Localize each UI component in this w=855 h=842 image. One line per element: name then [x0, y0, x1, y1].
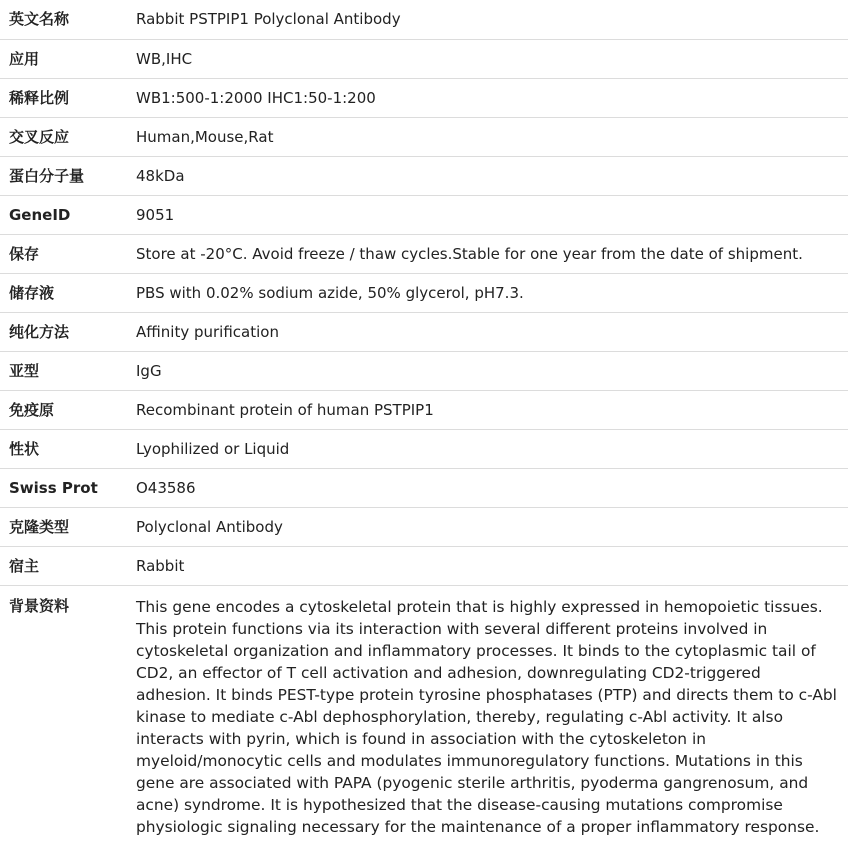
spec-row-dilution	[0, 78, 848, 117]
spec-row-cross-reactivity	[0, 117, 848, 156]
spec-value: 48kDa	[127, 156, 848, 195]
spec-value: Polyclonal Antibody	[127, 507, 848, 546]
spec-value: Rabbit	[127, 546, 848, 585]
spec-row-clonality	[0, 507, 848, 546]
spec-row-english-name	[0, 0, 848, 39]
spec-value: Lyophilized or Liquid	[127, 429, 848, 468]
spec-value: 9051	[127, 195, 848, 234]
spec-value: Human,Mouse,Rat	[127, 117, 848, 156]
spec-value: Rabbit PSTPIP1 Polyclonal Antibody	[127, 0, 848, 39]
spec-value: O43586	[127, 468, 848, 507]
spec-label: Swiss Prot	[0, 468, 127, 507]
spec-label: 宿主	[0, 546, 127, 585]
spec-value: Affinity purification	[127, 312, 848, 351]
spec-row-molecular-weight	[0, 156, 848, 195]
spec-value: IgG	[127, 351, 848, 390]
spec-row-application	[0, 39, 848, 78]
spec-row-storage	[0, 234, 848, 273]
spec-row-form	[0, 429, 848, 468]
spec-row-buffer	[0, 273, 848, 312]
spec-value: WB,IHC	[127, 39, 848, 78]
spec-label: 稀释比例	[0, 78, 127, 117]
spec-row-gene-id	[0, 195, 848, 234]
spec-label: 交叉反应	[0, 117, 127, 156]
spec-value: WB1:500-1:2000 IHC1:50-1:200	[127, 78, 848, 117]
spec-label: 应用	[0, 39, 127, 78]
spec-row-background	[0, 585, 848, 838]
spec-row-swiss-prot	[0, 468, 848, 507]
spec-value: Recombinant protein of human PSTPIP1	[127, 390, 848, 429]
spec-label: 蛋白分子量	[0, 156, 127, 195]
spec-label: 储存液	[0, 273, 127, 312]
spec-row-purification	[0, 312, 848, 351]
background-text: This gene encodes a cytoskeletal protein that is highly expressed in hemopoietic tissues. This protein functions via its interaction with several different proteins involved in cytoskeletal organization and inflammatory processes. It binds to the cytoplasmic tail of CD2, an effector of T cell activation and adhesion, downregulating CD2-triggered adhesion. It binds PEST-type protein tyrosine phosphatases (PTP) and directs them to c-Abl kinase to mediate c-Abl dephosphorylation, thereby, regulating c-Abl activity. It also interacts with pyrin, which is found in association with the cytoskeleton in myeloid/monocytic cells and modulates immunoregulatory functions. Mutations in this gene are associated with PAPA (pyogenic sterile arthritis, pyoderma gangrenosum, and acne) syndrome. It is hypothesized that the disease-causing mutations compromise physiologic signaling necessary for the maintenance of a proper inflammatory response.	[136, 597, 837, 836]
spec-label: 保存	[0, 234, 127, 273]
spec-label: 免疫原	[0, 390, 127, 429]
spec-label: GeneID	[0, 195, 127, 234]
spec-label: 性状	[0, 429, 127, 468]
spec-label: 纯化方法	[0, 312, 127, 351]
spec-row-immunogen	[0, 390, 848, 429]
spec-label: 英文名称	[0, 0, 127, 39]
spec-row-isotype	[0, 351, 848, 390]
spec-label: 背景资料	[9, 596, 70, 615]
spec-label: 克隆类型	[0, 507, 127, 546]
spec-value: Store at -20°C. Avoid freeze / thaw cycles.Stable for one year from the date of shipment.	[127, 234, 848, 273]
spec-value: PBS with 0.02% sodium azide, 50% glycerol, pH7.3.	[127, 273, 848, 312]
spec-row-host	[0, 546, 848, 585]
spec-label: 亚型	[0, 351, 127, 390]
